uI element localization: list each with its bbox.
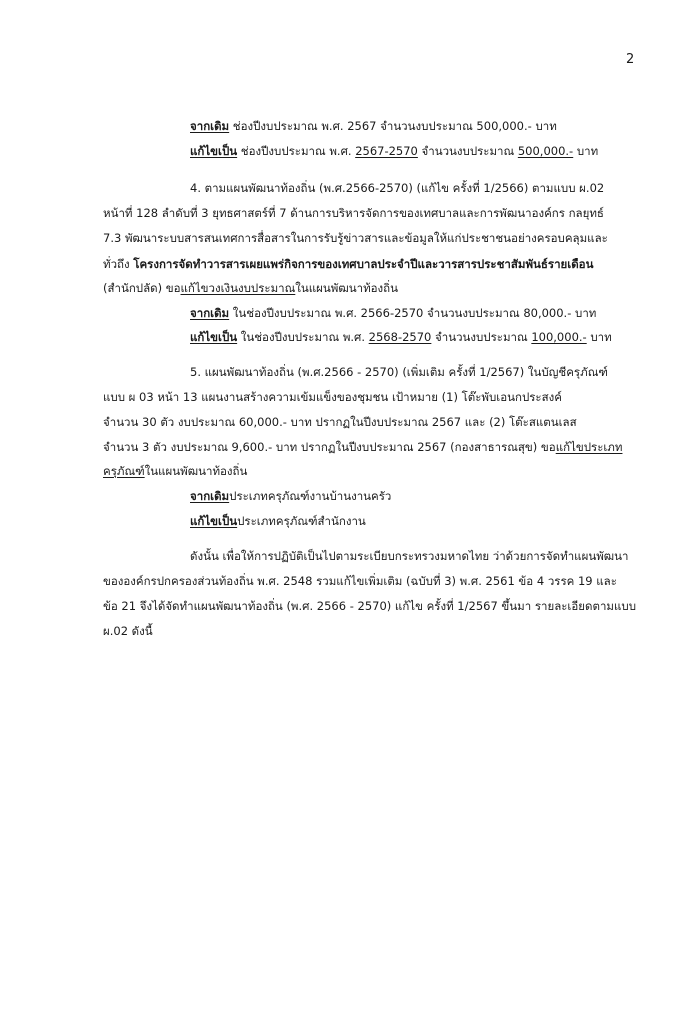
conclusion-line-3: ข้อ 21 จึงได้จัดทำแผนพัฒนาท้องถิ่น (พ.ศ. 2566 - 2570) แก้ไข ครั้งที่ 1/2567 ขึ้นมา รายละเอียดตามแบบ: [103, 599, 636, 613]
to-text-post: บาท: [573, 144, 599, 158]
from-text: ประเภทครุภัณฑ์งานบ้านงานครัว: [229, 489, 392, 503]
to-text-pre: ช่องปีงบประมาณ พ.ศ.: [237, 144, 356, 158]
item4-line-4-pre: ทั่วถึง: [103, 257, 134, 271]
to-label: แก้ไขเป็น: [190, 330, 238, 344]
to-amount: 500,000.-: [517, 144, 574, 158]
item5-from-line: [190, 488, 391, 504]
item4-to-line: [190, 329, 612, 345]
item5-line-5: [103, 463, 247, 479]
to-text-mid: จำนวนงบประมาณ: [431, 330, 532, 344]
item5-to-line: [190, 513, 366, 529]
project-title: โครงการจัดทำวารสารเผยแพร่กิจการของเทศบาลประจำปีและวารสารประชาสัมพันธ์รายเดือน: [133, 257, 594, 271]
item4-line-3: 7.3 พัฒนาระบบสารสนเทศการสื่อสารในการรับรู้ข่าวสารและข้อมูลให้แก่ประชาชนอย่างครอบคลุมและ: [103, 231, 608, 245]
from-text: ช่องปีงบประมาณ พ.ศ. 2567 จำนวนงบประมาณ 500,000.- บาท: [229, 119, 557, 133]
from-label: จากเดิม: [190, 119, 230, 133]
item5-line-5-post: ในแผนพัฒนาท้องถิ่น: [144, 464, 248, 478]
item4-line-5: [103, 280, 398, 296]
item5-line-4: [103, 439, 622, 455]
conclusion-line-1: ดังนั้น เพื่อให้การปฏิบัติเป็นไปตามระเบียบกระทรวงมหาดไทย ว่าด้วยการจัดทำแผนพัฒนา: [190, 549, 629, 563]
to-text-post: บาท: [586, 330, 612, 344]
conclusion-line-2: ขององค์กรปกครองส่วนท้องถิ่น พ.ศ. 2548 รวมแก้ไขเพิ่มเติม (ฉบับที่ 3) พ.ศ. 2561 ข้อ 4 วรรค 19 และ: [103, 574, 617, 588]
item4-line-5-post: ในแผนพัฒนาท้องถิ่น: [295, 281, 398, 295]
item5-line-3: จำนวน 30 ตัว งบประมาณ 60,000.- บาท ปรากฏในปีงบประมาณ 2567 และ (2) โต๊ะสแตนเลส: [103, 415, 577, 429]
to-year: 2568-2570: [368, 330, 432, 344]
item4-line-1: 4. ตามแผนพัฒนาท้องถิ่น (พ.ศ.2566-2570) (แก้ไข ครั้งที่ 1/2566) ตามแบบ ผ.02: [190, 181, 605, 195]
to-label: แก้ไขเป็น: [190, 514, 238, 528]
to-text-pre: ในช่องปีงบประมาณ พ.ศ.: [237, 330, 369, 344]
item3-to-line: [190, 143, 598, 159]
item5-line-1: 5. แผนพัฒนาท้องถิ่น (พ.ศ.2566 - 2570) (เพิ่มเติม ครั้งที่ 1/2567) ในบัญชีครุภัณฑ์: [190, 365, 608, 379]
page-number: 2: [626, 52, 635, 67]
item4-line-5-pre: (สำนักปลัด) ขอ: [103, 281, 181, 295]
to-text-mid: จำนวนงบประมาณ: [417, 144, 518, 158]
item4-from-line: [190, 305, 596, 321]
item4-line-4: [103, 256, 593, 272]
from-label: จากเดิม: [190, 306, 230, 320]
item5-line-2: แบบ ผ 03 หน้า 13 แผนงานสร้างความเข้มแข็งของชุมชน เป้าหมาย (1) โต๊ะพับเอนกประสงค์: [103, 390, 562, 404]
item4-line-2: หน้าที่ 128 ลำดับที่ 3 ยุทธศาสตร์ที่ 7 ด้านการบริหารจัดการของเทศบาลและการพัฒนาองค์กร กลยุทธ์: [103, 206, 604, 220]
to-amount: 100,000.-: [531, 330, 587, 344]
conclusion-line-4: ผ.02 ดังนี้: [103, 624, 153, 638]
from-text: ในช่องปีงบประมาณ พ.ศ. 2566-2570 จำนวนงบประมาณ 80,000.- บาท: [229, 306, 597, 320]
item3-from-line: [190, 118, 557, 134]
category-change-label: แก้ไขประเภท: [555, 440, 623, 454]
category-change-label-cont: ครุภัณฑ์: [103, 464, 145, 478]
budget-change-label: แก้ไขวงเงินงบประมาณ: [180, 281, 296, 295]
to-text: ประเภทครุภัณฑ์สำนักงาน: [237, 514, 366, 528]
to-label: แก้ไขเป็น: [190, 144, 238, 158]
item5-line-4-pre: จำนวน 3 ตัว งบประมาณ 9,600.- บาท ปรากฏในปีงบประมาณ 2567 (กองสาธารณสุข) ขอ: [103, 440, 556, 454]
from-label: จากเดิม: [190, 489, 230, 503]
to-year: 2567-2570: [355, 144, 418, 158]
